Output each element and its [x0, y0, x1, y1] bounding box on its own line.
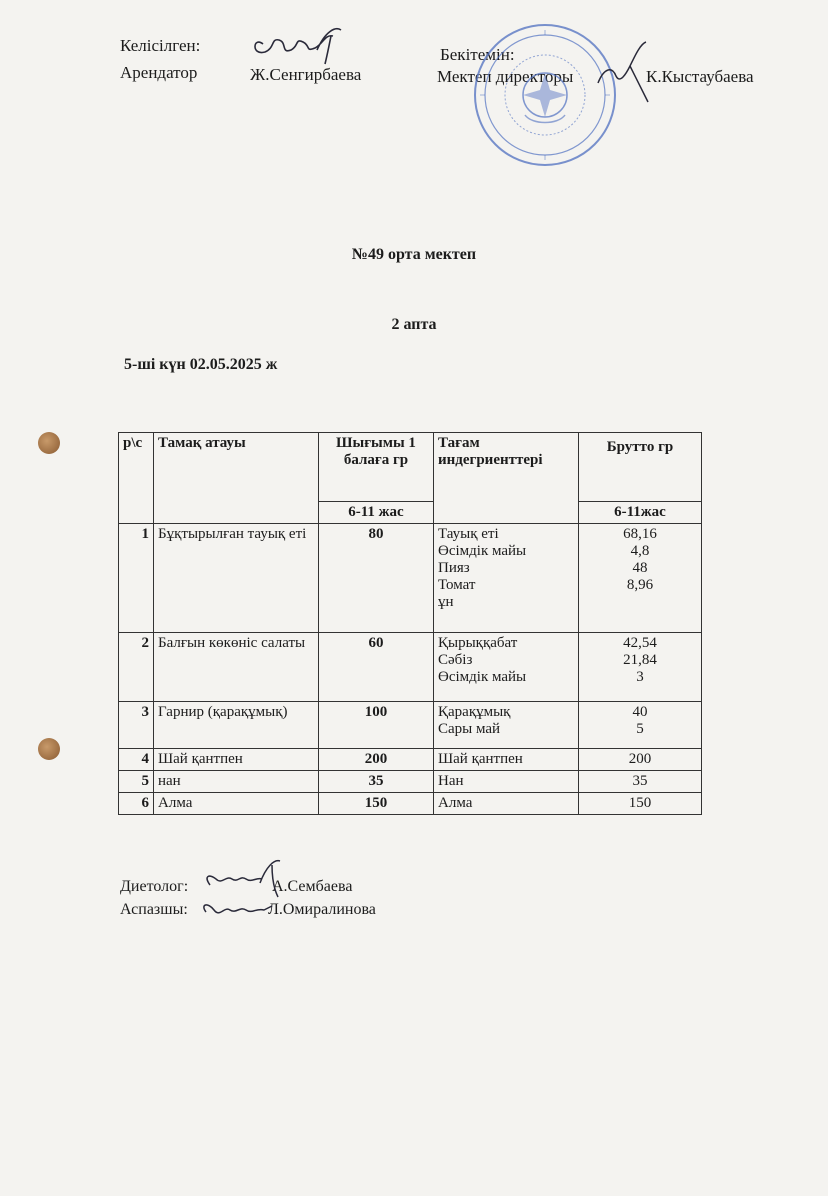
col-ingredients-header: Тағам индегриенттері — [434, 433, 579, 524]
punch-hole-icon — [38, 432, 60, 454]
brutto-value: 4,8 — [630, 543, 650, 559]
brutto-value: 5 — [636, 721, 644, 737]
row-ingredients — [434, 524, 579, 633]
col-brutto-header: Брутто гр — [579, 433, 702, 502]
row-ingredients: Шай қантпен — [434, 749, 579, 771]
row-num: 1 — [119, 524, 154, 633]
tenant-label: Арендатор — [120, 63, 198, 82]
tenant-signature — [245, 22, 355, 67]
row-dish: Гарнир (қарақұмық) — [154, 702, 319, 749]
brutto-value: 3 — [636, 669, 644, 685]
row-yield: 60 — [319, 633, 434, 702]
row-num: 6 — [119, 793, 154, 815]
col-num-header: р\с — [119, 433, 154, 524]
row-ingredients: Нан — [434, 771, 579, 793]
ingredient: Өсімдік майы — [438, 669, 527, 685]
day-title: 5-ші күн 02.05.2025 ж — [124, 356, 278, 373]
row-dish: Балғын көкөніс салаты — [154, 633, 319, 702]
director-name: К.Кыстаубаева — [646, 67, 754, 86]
row-yield: 80 — [319, 524, 434, 633]
table-row — [119, 524, 702, 633]
ingredient: Сәбіз — [438, 652, 473, 668]
row-brutto — [579, 633, 702, 702]
row-yield: 100 — [319, 702, 434, 749]
school-title: №49 орта мектеп — [351, 246, 477, 263]
row-yield: 150 — [319, 793, 434, 815]
header-row — [119, 433, 702, 502]
week-title: 2 апта — [391, 316, 437, 333]
ingredient: Тауық еті — [438, 526, 499, 542]
brutto-value: 21,84 — [623, 652, 657, 668]
punch-hole-icon — [38, 738, 60, 760]
row-num: 5 — [119, 771, 154, 793]
director-signature — [590, 38, 660, 108]
table-row — [119, 749, 702, 771]
row-num: 4 — [119, 749, 154, 771]
age-yield: 6-11 жас — [319, 502, 434, 524]
row-dish: Бұқтырылған тауық еті — [154, 524, 319, 633]
col-yield-header: Шығымы 1 балаға гр — [319, 433, 434, 502]
menu-table — [118, 432, 702, 815]
ingredient: Өсімдік майы — [438, 543, 527, 559]
brutto-value: 40 — [632, 704, 648, 720]
cook-name: Л.Омиралинова — [268, 901, 376, 918]
ingredient: Қарақұмық — [438, 704, 511, 720]
table-row — [119, 633, 702, 702]
table-row — [119, 793, 702, 815]
row-brutto — [579, 702, 702, 749]
row-yield: 200 — [319, 749, 434, 771]
row-dish: нан — [154, 771, 319, 793]
brutto-value: 8,96 — [626, 577, 654, 593]
table-row — [119, 771, 702, 793]
age-brutto: 6-11жас — [579, 502, 702, 524]
row-yield: 35 — [319, 771, 434, 793]
ingredient: Томат — [438, 577, 476, 593]
table-row — [119, 702, 702, 749]
ingredient: ұн — [438, 594, 454, 610]
brutto-value: 42,54 — [623, 635, 657, 651]
row-brutto: 150 — [579, 793, 702, 815]
row-dish: Шай қантпен — [154, 749, 319, 771]
row-dish: Алма — [154, 793, 319, 815]
brutto-value: 68,16 — [623, 526, 657, 542]
ingredient: Қырыққабат — [438, 635, 518, 651]
ingredient: Пияз — [438, 560, 470, 576]
row-brutto: 35 — [579, 771, 702, 793]
dietolog-name: А.Сембаева — [272, 878, 353, 895]
director-label: Мектеп директоры — [437, 67, 574, 86]
cook-signature — [198, 894, 278, 924]
approve-label: Бекітемін: — [440, 45, 515, 64]
row-ingredients — [434, 702, 579, 749]
row-brutto: 200 — [579, 749, 702, 771]
ingredient: Сары май — [438, 721, 501, 737]
brutto-value: 48 — [632, 560, 648, 576]
dietolog-label: Диетолог: — [120, 878, 189, 895]
col-dish-header: Тамақ атауы — [154, 433, 319, 524]
agreed-label: Келісілген: — [120, 36, 201, 55]
row-num: 2 — [119, 633, 154, 702]
row-ingredients: Алма — [434, 793, 579, 815]
cook-label: Аспазшы: — [120, 901, 188, 918]
row-brutto — [579, 524, 702, 633]
row-ingredients — [434, 633, 579, 702]
tenant-name: Ж.Сенгирбаева — [250, 65, 362, 84]
row-num: 3 — [119, 702, 154, 749]
